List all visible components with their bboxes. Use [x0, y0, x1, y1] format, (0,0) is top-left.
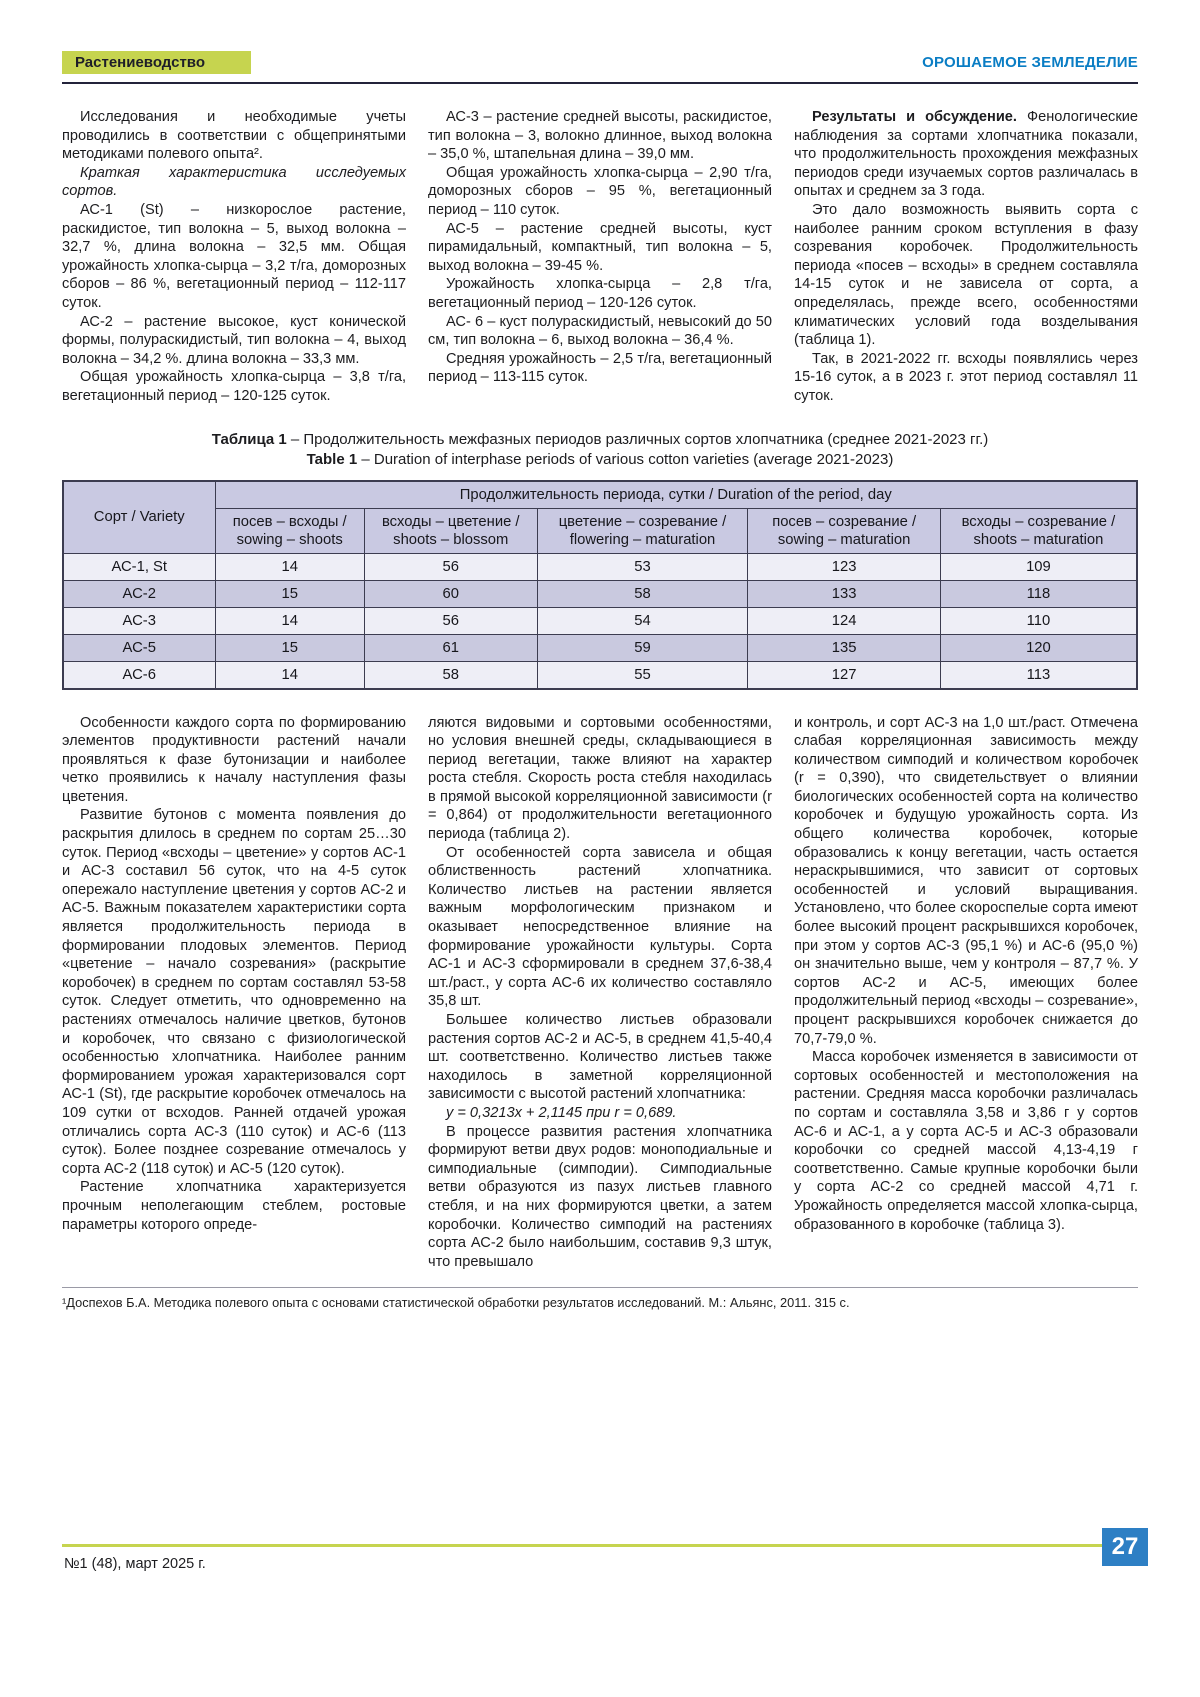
value-cell: 61: [364, 634, 537, 661]
value-cell: 127: [748, 661, 940, 689]
table-row: [63, 553, 1137, 580]
paragraph: АС-3 – растение средней высоты, раскидистое, тип волокна – 3, волокно длинное, выход волокна – 35,0 %, штапельная длина – 39,0 мм.: [428, 109, 772, 163]
value-cell: 59: [537, 634, 748, 661]
paragraph: и контроль, и сорт АС-3 на 1,0 шт./раст. Отмечена слабая корреляционная зависимость между количеством симподий и количеством коробочек (r = 0,390), что свидетельствует о влиянии биологических особенностей сорта на количество коробочек и будущую урожайность сорта. Из общего количества коробочек, которые образовались к концу вегетации, часть остается нераскрывшимися, что зависит от сортовых особенностей и условий выращивания. Установлено, что более скороспелые сорта имеют более высокий процент раскрывшихся коробочек, при этом у сортов АС-3 (95,1 %) и АС-6 (95,0 %) он значительно выше, чем у контроля – 87,7 %. У сортов АС-2 и АС-5, имеющих более продолжительный период «всходы – созревание», процент раскрывшихся коробочек снижается до 70,7-79,0 %.: [794, 714, 1138, 1047]
paragraph: Средняя урожайность – 2,5 т/га, вегетационный период – 113-115 суток.: [428, 350, 772, 386]
top-column-2: [428, 108, 772, 406]
bottom-column-3: [794, 714, 1138, 1272]
span-header-cell: Продолжительность периода, сутки / Duration of the period, day: [215, 481, 1137, 509]
footnote: ¹Доспехов Б.А. Методика полевого опыта с основами статистической обработки результатов исследований. М.: Альянс, 2011. 315 с.: [62, 1287, 1138, 1311]
variety-cell: АС-1, St: [63, 553, 215, 580]
value-cell: 14: [215, 553, 364, 580]
variety-cell: АС-3: [63, 607, 215, 634]
paragraph: АС-5 – растение средней высоты, куст пирамидальный, компактный, тип волокна – 5, выход волокна – 39-45 %.: [428, 220, 772, 274]
table-caption: [62, 430, 1138, 470]
bottom-column-2: [428, 714, 772, 1272]
value-cell: 118: [940, 580, 1137, 607]
paragraph: АС-1 (St) – низкорослое растение, раскидистое, тип волокна – 5, выход волокна – 32,7 %, длина волокна – 32,5 мм. Общая урожайность хлопка-сырца – 3,2 т/га, доморозных сборов – 86 %, вегетационный период – 112-117 суток.: [62, 201, 406, 311]
section-label: ОРОШАЕМОЕ ЗЕМЛЕДЕЛИЕ: [922, 53, 1138, 71]
page-header: [62, 50, 1138, 74]
caption-en-label: Table 1: [306, 450, 358, 468]
paragraph: Общая урожайность хлопка-сырца – 3,8 т/га, вегетационный период – 120-125 суток.: [62, 369, 406, 404]
paragraph: Так, в 2021-2022 гг. всходы появлялись через 15-16 суток, а в 2023 г. этот период составлял 11 суток.: [794, 350, 1138, 404]
issue-label: №1 (48), март 2025 г.: [64, 1556, 206, 1572]
interphase-periods-table: [62, 480, 1138, 690]
paragraph: ляются видовыми и сортовыми особенностями, но условия внешней среды, складывающиеся в период вегетации, также влияют на характер роста стебля. Скорость роста стебля находилась в прямой высокой корреляционной зависимости (r = 0,864) от продолжительности вегетационного периода (таблица 2).: [428, 714, 772, 843]
paragraph: От особенностей сорта зависела и общая облиственность растений хлопчатника. Количество листьев на растении является важным морфологическим признаком и оказывает непосредственное влияние на формирование урожайности культуры. Сорта АС-1 и АС-3 сформировали в среднем 37,6-38,4 шт./раст., у сорта АС-6 их количество составляло 35,8 шт.: [428, 844, 772, 1010]
value-cell: 133: [748, 580, 940, 607]
value-cell: 15: [215, 634, 364, 661]
value-cell: 14: [215, 607, 364, 634]
paragraph: Большее количество листьев образовали растения сортов АС-2 и АС-5, в среднем 41,5-40,4 шт. соответственно. Количество листьев также находилось в заметной корреляционной зависимости с высотой растений хлопчатника:: [428, 1012, 772, 1103]
value-cell: 55: [537, 661, 748, 689]
table-body: [63, 553, 1137, 689]
subheader-cell: всходы – созревание / shoots – maturation: [940, 508, 1137, 553]
paragraph-italic: Краткая характеристика исследуемых сортов.: [62, 164, 406, 200]
value-cell: 60: [364, 580, 537, 607]
table-row: [63, 634, 1137, 661]
paragraph: Урожайность хлопка-сырца – 2,8 т/га, вегетационный период – 120-126 суток.: [428, 276, 772, 311]
top-column-3: [794, 108, 1138, 406]
paragraph: Общая урожайность хлопка-сырца – 2,90 т/га, доморозных сборов – 95 %, вегетационный период – 110 суток.: [428, 164, 772, 218]
paragraph-text: Фенологические наблюдения за сортами хлопчатника показали, что продолжительность прохождения межфазных периодов среди изучаемых сортов различалась в опытах и среднем за 3 года.: [794, 109, 1139, 200]
variety-cell: АС-5: [63, 634, 215, 661]
value-cell: 120: [940, 634, 1137, 661]
value-cell: 53: [537, 553, 748, 580]
rubric-label: Растениеводство: [62, 51, 251, 74]
caption-en-text: – Duration of interphase periods of various cotton varieties (average 2021-2023): [357, 450, 894, 468]
value-cell: 56: [364, 607, 537, 634]
paragraph: Исследования и необходимые учеты проводились в соответствии с общепринятыми методиками полевого опыта².: [62, 109, 406, 163]
value-cell: 109: [940, 553, 1137, 580]
value-cell: 15: [215, 580, 364, 607]
page-number-badge: 27: [1102, 1528, 1148, 1566]
caption-ru: [62, 430, 1138, 450]
paragraph: Масса коробочек изменяется в зависимости от сортовых особенностей и местоположения на растении. Средняя масса коробочки различалась по сортам и составляла 3,58 и 3,86 г у сортов АС-6 и АС-1, а у сорта АС-5 и АС-3 образовали коробочки со средней массой 4,13-4,19 г соответственно. Самые крупные коробочки были у сорта АС-2 со средней массой 4,71 г. Урожайность определяется массой хлопка-сырца, образованного в коробочке (таблица 3).: [794, 1049, 1138, 1233]
value-cell: 123: [748, 553, 940, 580]
value-cell: 110: [940, 607, 1137, 634]
table-header: [63, 481, 1137, 554]
paragraph: Растение хлопчатника характеризуется прочным неполегающим стеблем, ростовые параметры которого опреде-: [62, 1179, 406, 1233]
caption-ru-label: Таблица 1: [211, 430, 287, 448]
variety-cell: АС-6: [63, 661, 215, 689]
regression-formula: y = 0,3213x + 2,1145 при r = 0,689.: [446, 1104, 677, 1121]
table-row: [63, 580, 1137, 607]
paragraph: В процессе развития растения хлопчатника формируют ветви двух родов: моноподиальные и симподиальные (симподии). Симподиальные ветви образуются из пазух листьев главного стебля, и на них формируются цветки, а затем коробочки. Количество симподий на растениях сорта АС-2 было наибольшим, составив 9,3 штук, что превышало: [428, 1123, 772, 1270]
top-text-columns: [62, 108, 1138, 406]
paragraph: [794, 108, 1138, 201]
value-cell: 124: [748, 607, 940, 634]
variety-cell: АС-2: [63, 580, 215, 607]
value-cell: 135: [748, 634, 940, 661]
value-cell: 113: [940, 661, 1137, 689]
value-cell: 58: [537, 580, 748, 607]
value-cell: 54: [537, 607, 748, 634]
paragraph: Развитие бутонов с момента появления до раскрытия длилось в среднем по сортам 25…30 суток. Период «всходы – цветение» у сортов АС-1 и АС-3 составил 56 суток, что на 4-5 суток опережало наступление цветения у сортов АС-2 и АС-5. Важным показателем характеристики сорта является продолжительность периода в формировании плодовых элементов. Период «цветение – начало созревания» (раскрытие коробочек) в среднем по сортам составлял 53-58 суток. Следует отметить, что одновременно на растениях отмечалось наличие цветков, бутонов и коробочек, что связано с физиологической особенностью хлопчатника. Наиболее ранним формированием урожая характеризовался сорт АС-1 (St), где раскрытие коробочек отмечалось на 109 сутки от всходов. Ранней отдачей урожая отличались сорта АС-3 (110 суток) и АС-6 (113 суток). Более позднее созревание отмечалось у сорта АС-2 (118 суток) и АС-5 (120 суток).: [62, 807, 406, 1177]
top-column-1: [62, 108, 406, 406]
footer-accent-line: [62, 1544, 1138, 1547]
paragraph: Это дало возможность выявить сорта с наиболее ранним сроком вступления в фазу созревания коробочек. Продолжительность периода «посев – всходы» в среднем составляла 14-15 суток и не зависела от сорта, а определялась, прежде всего, особенностями климатических условий года возделывания (таблица 1).: [794, 201, 1138, 349]
bottom-column-1: [62, 714, 406, 1272]
subheader-cell: всходы – цветение / shoots – blossom: [364, 508, 537, 553]
results-heading: Результаты и обсуждение.: [812, 109, 1017, 125]
paragraph: АС- 6 – куст полураскидистый, невысокий до 50 см, тип волокна – 6, выход волокна – 36,4 %.: [428, 313, 772, 349]
value-cell: 56: [364, 553, 537, 580]
corner-header-cell: Сорт / Variety: [63, 481, 215, 554]
paragraph: АС-2 – растение высокое, куст конической формы, полураскидистый, тип волокна – 4, выход волокна – 34,2 %. длина волокна – 33,3 мм.: [62, 313, 406, 367]
table-row: [63, 661, 1137, 689]
caption-en: [62, 450, 1138, 470]
value-cell: 58: [364, 661, 537, 689]
page-footer: [62, 1528, 1138, 1588]
subheader-cell: посев – созревание / sowing – maturation: [748, 508, 940, 553]
paragraph: Особенности каждого сорта по формированию элементов продуктивности растений начали проявляться к фазе бутонизации и наиболее четко проявились к началу наступления фазы цветения.: [62, 714, 406, 805]
caption-ru-text: – Продолжительность межфазных периодов различных сортов хлопчатника (среднее 2021-2023 гг.): [286, 430, 989, 448]
subheader-cell: посев – всходы / sowing – shoots: [215, 508, 364, 553]
header-rule: [62, 82, 1138, 84]
bottom-text-columns: [62, 714, 1138, 1272]
subheader-cell: цветение – созревание / flowering – maturation: [537, 508, 748, 553]
value-cell: 14: [215, 661, 364, 689]
table-row: [63, 607, 1137, 634]
